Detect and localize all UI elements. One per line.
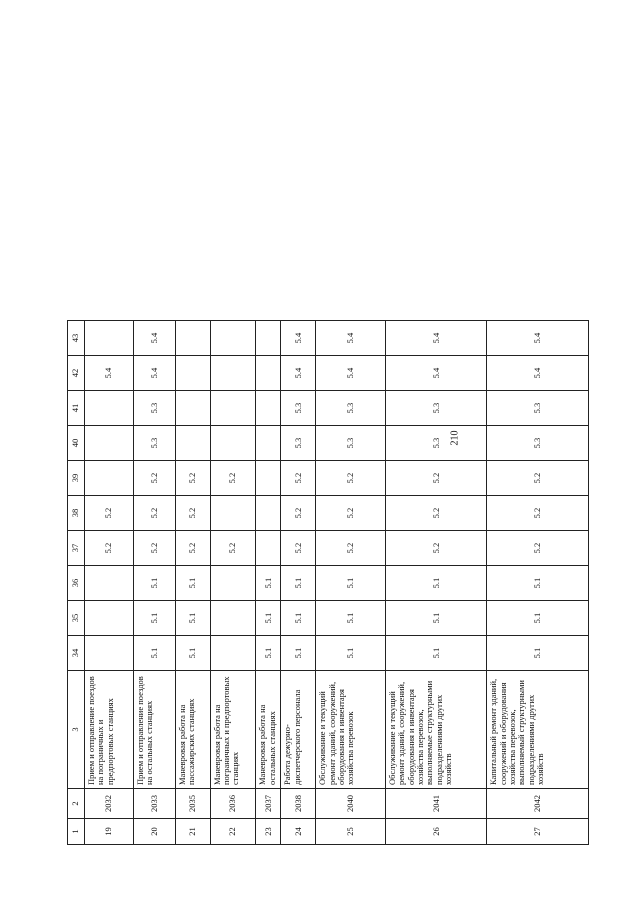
table-cell: Маневровая работа на остальных станциях [256,671,281,789]
table-cell [256,391,281,426]
table-cell: 5.4 [85,356,134,391]
table-cell: 5.4 [487,356,589,391]
table-cell: 5.2 [133,461,175,496]
table-row [316,321,386,845]
table-cell: 5.3 [385,391,487,426]
table-row [281,321,316,845]
table-cell: 5.1 [256,601,281,636]
table-cell [210,391,255,426]
table-cell: 5.3 [487,391,589,426]
table-cell: 5.3 [133,391,175,426]
column-header: 43 [68,321,85,356]
header-row [68,321,85,845]
table-cell: 5.1 [175,601,210,636]
table-cell: 19 [85,819,134,845]
column-header: 38 [68,496,85,531]
table-cell: 2032 [85,789,134,819]
table-cell [85,601,134,636]
table-cell: 5.1 [281,566,316,601]
table-cell: 5.1 [385,636,487,671]
column-header: 39 [68,461,85,496]
table-cell: 5.4 [281,356,316,391]
column-header: 2 [68,789,85,819]
table-cell: Маневровая работа на пассажирских станциях [175,671,210,789]
table-cell [210,356,255,391]
table-cell: Обслуживание и текущий ремонт зданий, сооружений, оборудования и инвентаря хозяйства перевозок, выполняемые структурными подразделениями других хозяйств [385,671,487,789]
table-row [256,321,281,845]
table-cell: 5.4 [385,356,487,391]
table-cell [210,636,255,671]
table-cell: 24 [281,819,316,845]
table-cell: Прием и отправление поездов на пограничных и предпортовых станциях [85,671,134,789]
table-cell: 5.4 [316,356,386,391]
table-cell: 5.2 [210,531,255,566]
table-cell: 27 [487,819,589,845]
column-header: 1 [68,819,85,845]
table-cell: 5.1 [487,601,589,636]
table-cell: 5.3 [316,426,386,461]
table-cell: 5.3 [133,426,175,461]
table-cell: 5.4 [281,321,316,356]
table-cell [85,321,134,356]
table-cell [256,531,281,566]
table-cell: 5.1 [316,601,386,636]
table-cell: 5.1 [316,566,386,601]
page-number: 210 [449,430,461,446]
table-cell: 5.1 [316,636,386,671]
table-cell: 5.2 [316,531,386,566]
table-cell: Прием и отправление поездов на остальных станциях [133,671,175,789]
table-cell: 5.2 [385,461,487,496]
table-cell: 22 [210,819,255,845]
table-cell: Капитальный ремонт зданий, сооружений и оборудования хозяйства перевозок, выполняемый структурными подразделениями других хозяйств [487,671,589,789]
table-cell: 2035 [175,789,210,819]
column-header: 37 [68,531,85,566]
table-cell: 5.1 [133,566,175,601]
table-cell: 5.2 [175,531,210,566]
table-cell: 5.2 [316,461,386,496]
table-cell: 5.1 [487,566,589,601]
column-header: 42 [68,356,85,391]
column-header: 34 [68,636,85,671]
table-cell: 2040 [316,789,386,819]
table-cell: 5.4 [133,356,175,391]
table-cell: 2037 [256,789,281,819]
column-header: 3 [68,671,85,789]
table-cell: 2036 [210,789,255,819]
table-cell: 5.2 [487,496,589,531]
table-cell: 5.1 [385,566,487,601]
table-cell [85,426,134,461]
table-row [85,321,134,845]
table-cell [256,356,281,391]
table-cell: 5.1 [133,601,175,636]
table-cell: 5.1 [487,636,589,671]
norms-table [67,320,589,845]
table-cell: 5.3 [316,391,386,426]
table-cell: 5.2 [281,461,316,496]
table-cell: 5.2 [85,531,134,566]
table-cell: 5.1 [281,636,316,671]
table-cell: 5.2 [385,496,487,531]
table-cell [256,461,281,496]
table-cell: 5.3 [385,426,487,461]
table-cell [175,426,210,461]
table-cell: 5.4 [487,321,589,356]
table-cell: 5.2 [133,531,175,566]
table-cell [85,461,134,496]
table-cell: Обслуживание и текущий ремонт зданий, сооружений, оборудования и инвентаря хозяйства перевозок [316,671,386,789]
table-cell: 5.2 [385,531,487,566]
table-cell [210,496,255,531]
table-cell: 26 [385,819,487,845]
table-cell: 5.2 [487,461,589,496]
table-cell: 5.2 [210,461,255,496]
table-cell: 5.2 [175,496,210,531]
table-cell [85,566,134,601]
table-cell [175,391,210,426]
table-row [385,321,487,845]
table-row [487,321,589,845]
table-cell [256,321,281,356]
table-cell: 5.2 [281,496,316,531]
table-cell: 5.1 [256,636,281,671]
table-row [133,321,175,845]
table-cell: 23 [256,819,281,845]
table-cell [256,426,281,461]
column-header: 41 [68,391,85,426]
table-cell: 25 [316,819,386,845]
table-cell [210,566,255,601]
table-cell: Работа дежурно-диспетчерского персонала [281,671,316,789]
table-cell: 2033 [133,789,175,819]
table-cell [85,636,134,671]
table-body [85,321,589,845]
column-header: 35 [68,601,85,636]
table-cell: 5.2 [281,531,316,566]
table-cell: 5.2 [316,496,386,531]
table-cell: 5.4 [316,321,386,356]
table-cell: 5.1 [385,601,487,636]
table-cell: 5.1 [133,636,175,671]
table-cell: 2038 [281,789,316,819]
table-cell: 5.1 [175,566,210,601]
table-row [175,321,210,845]
table-cell: 5.2 [85,496,134,531]
table-cell: 21 [175,819,210,845]
column-header: 40 [68,426,85,461]
table-container [67,320,589,845]
table-cell [175,321,210,356]
table-cell: 2041 [385,789,487,819]
table-cell: 5.4 [133,321,175,356]
table-cell: 5.1 [175,636,210,671]
table-cell: 2042 [487,789,589,819]
table-cell: 5.2 [487,531,589,566]
table-cell: 5.3 [487,426,589,461]
table-cell: 20 [133,819,175,845]
table-row [210,321,255,845]
table-cell [85,391,134,426]
column-header: 36 [68,566,85,601]
table-cell: 5.3 [281,391,316,426]
table-cell [210,321,255,356]
table-cell [256,496,281,531]
table-cell: 5.3 [281,426,316,461]
table-cell: 5.2 [175,461,210,496]
table-cell: 5.1 [256,566,281,601]
table-cell [210,601,255,636]
table-cell: 5.2 [133,496,175,531]
table-cell [175,356,210,391]
table-cell: 5.4 [385,321,487,356]
table-cell: Маневровая работа на пограничных и предпортовых станциях [210,671,255,789]
table-cell: 5.1 [281,601,316,636]
rotated-table-wrapper [67,320,589,845]
table-cell [210,426,255,461]
